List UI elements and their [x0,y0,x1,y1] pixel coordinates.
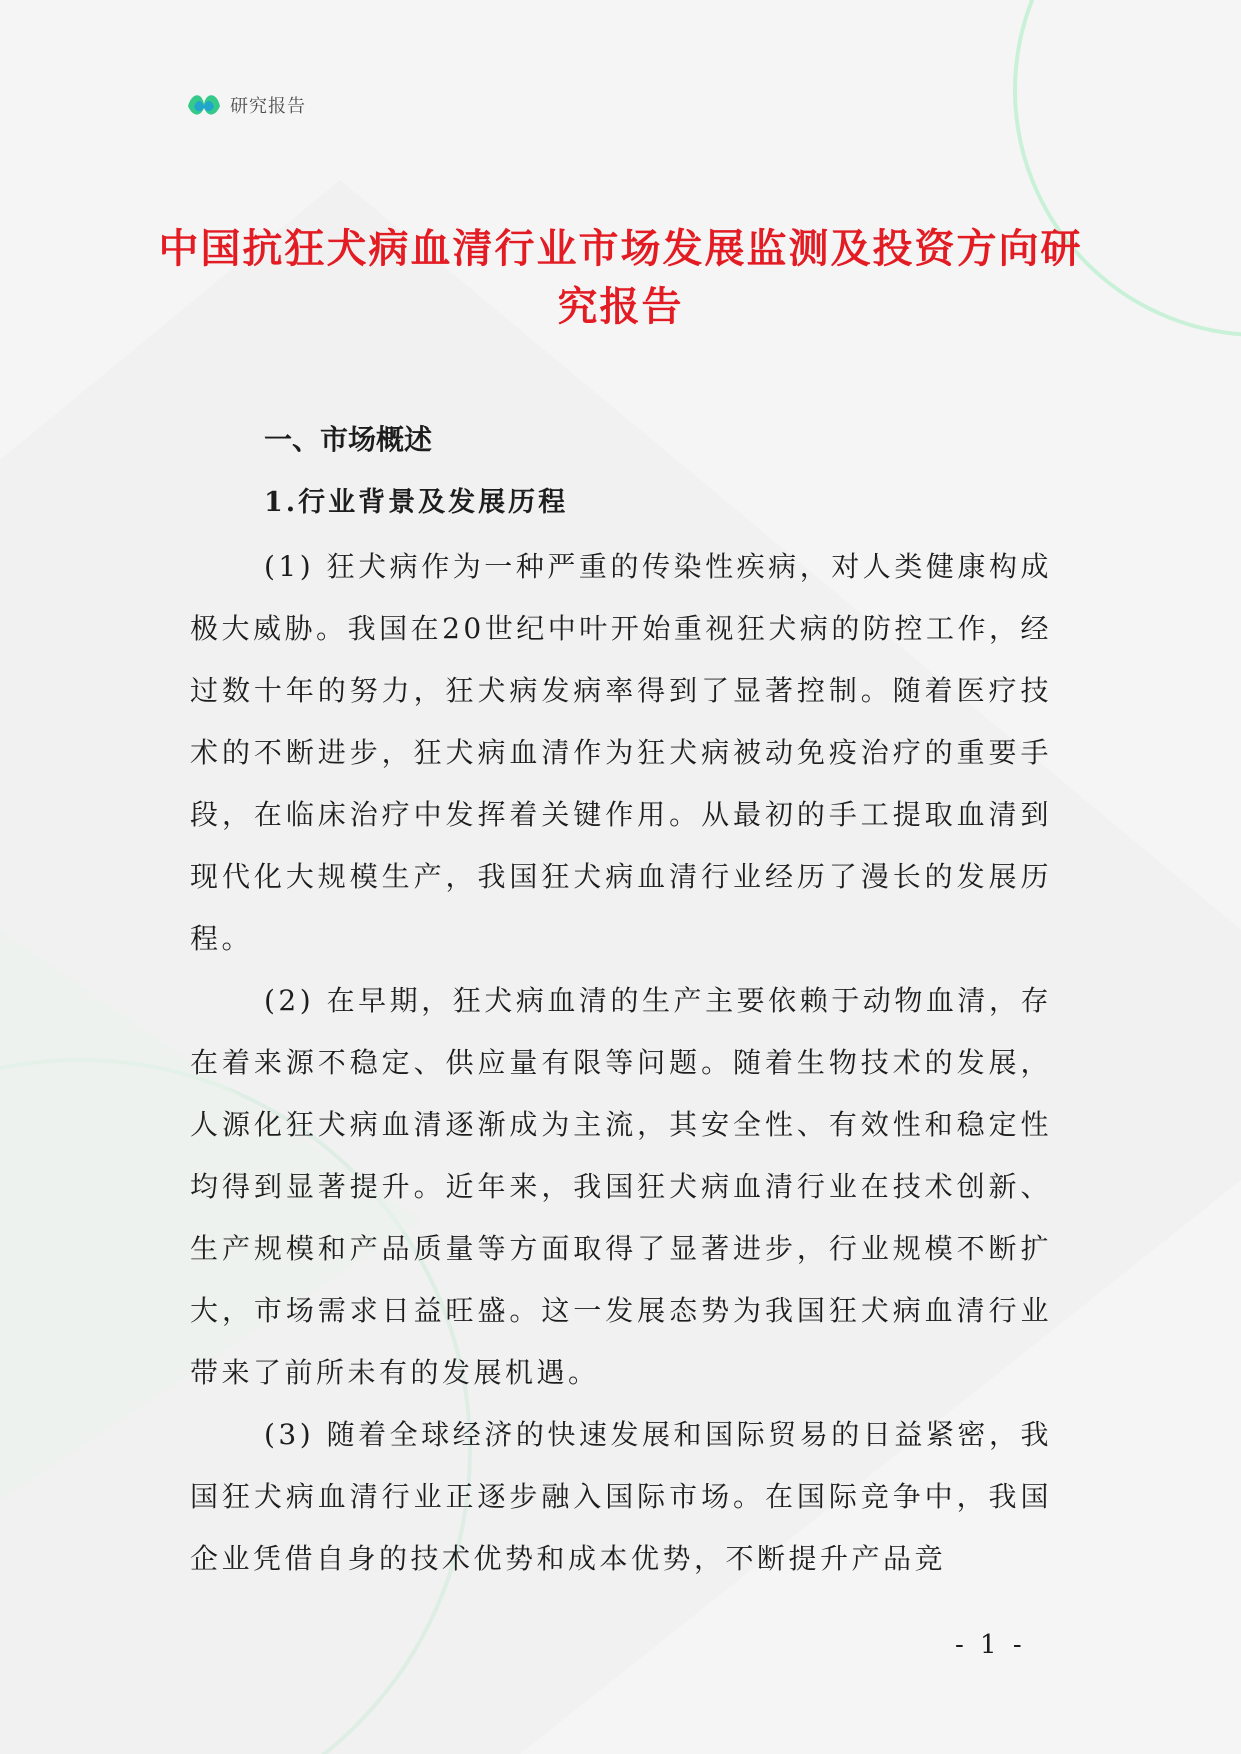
paragraph-3: (3) 随着全球经济的快速发展和国际贸易的日益紧密，我国狂犬病血清行业正逐步融入国际市场。在国际竞争中，我国企业凭借自身的技术优势和成本优势，不断提升产品竞 [190,1418,1052,1575]
paragraph-2: (2) 在早期，狂犬病血清的生产主要依赖于动物血清，存在着来源不稳定、供应量有限等问题。随着生物技术的发展，人源化狂犬病血清逐渐成为主流，其安全性、有效性和稳定性均得到显著提升。近年来，我国狂犬病血清行业在技术创新、生产规模和产品质量等方面取得了显著进步，行业规模不断扩大，市场需求日益旺盛。这一发展态势为我国狂犬病血清行业带来了前所未有的发展机遇。 [190,984,1052,1389]
section-heading: 一、市场概述 [264,423,433,456]
page-number: - 1 - [955,1630,1026,1660]
paragraph-1: (1) 狂犬病作为一种严重的传染性疾病，对人类健康构成极大威胁。我国在20世纪中叶开始重视狂犬病的防控工作，经过数十年的努力，狂犬病发病率得到了显著控制。随着医疗技术的不断进步，狂犬病血清作为狂犬病被动免疫治疗的重要手段，在临床治疗中发挥着关键作用。从最初的手工提取血清到现代化大规模生产，我国狂犬病血清行业经历了漫长的发展历程。 [190,550,1052,955]
report-brand-logo-icon [186,88,222,122]
report-title: 中国抗狂犬病血清行业市场发展监测及投资方向研究报告 [158,226,1083,330]
subsection-heading: 1.行业背景及发展历程 [264,487,569,518]
report-header [186,88,306,122]
body-text [190,536,1052,1590]
report-type-label: 研究报告 [230,96,306,117]
